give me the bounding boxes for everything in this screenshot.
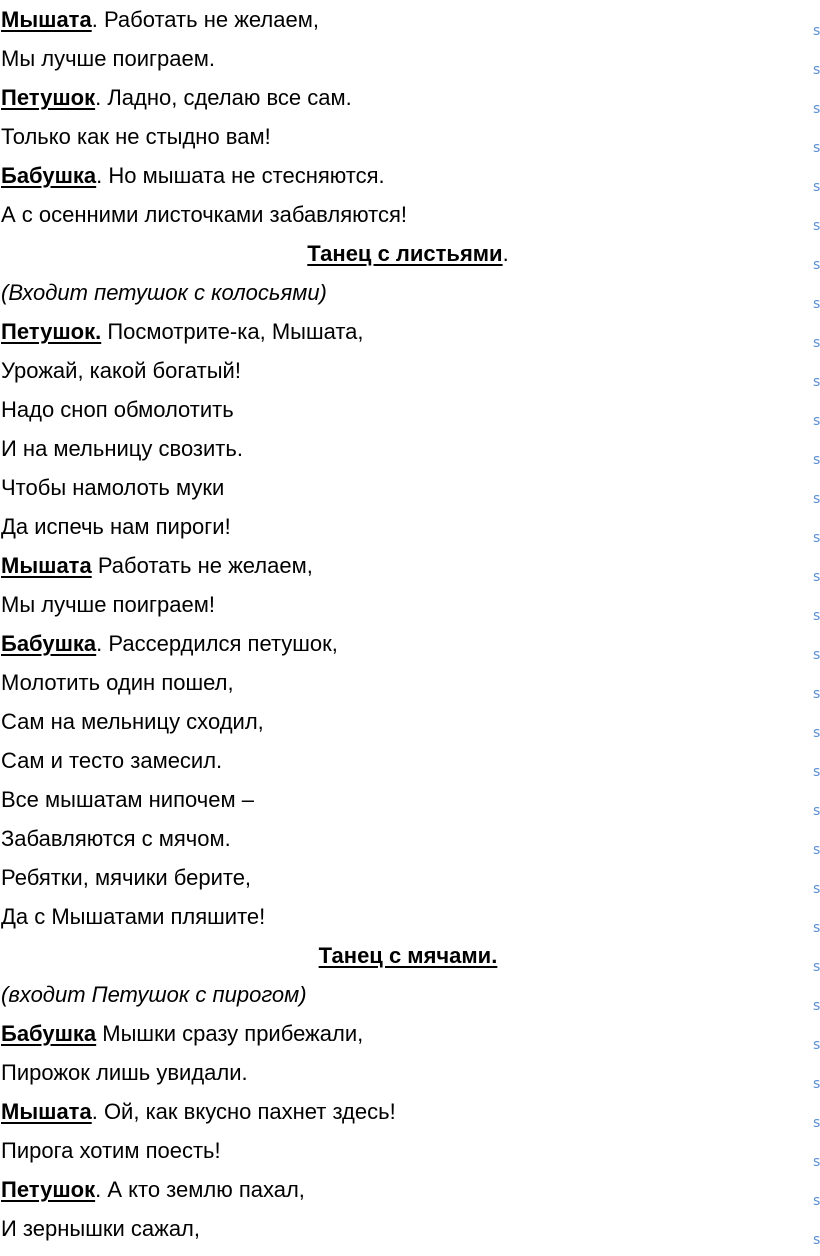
edge-mark: s	[813, 374, 820, 390]
line-text: Чтобы намолоть муки	[1, 475, 225, 500]
edge-mark: s	[813, 1076, 820, 1092]
edge-mark: s	[813, 998, 820, 1014]
script-line	[1, 704, 264, 740]
script-line	[1, 743, 222, 779]
line-text: Но мышата не стесняются.	[102, 163, 385, 188]
edge-mark: s	[813, 101, 820, 117]
edge-mark: s	[813, 296, 820, 312]
script-line	[1, 1016, 363, 1052]
stage-direction	[1, 275, 327, 311]
section-title	[0, 938, 816, 974]
line-text: Мышки сразу прибежали,	[96, 1021, 364, 1046]
edge-mark: s	[813, 1232, 820, 1248]
edge-mark: s	[813, 413, 820, 429]
speaker-name: Мышата	[1, 553, 92, 578]
script-line	[1, 197, 407, 233]
stage-direction-text: (Входит петушок с колосьями)	[1, 280, 327, 305]
line-text: Только как не стыдно вам!	[1, 124, 271, 149]
line-text: Сам на мельницу сходил,	[1, 709, 264, 734]
edge-mark: s	[813, 647, 820, 663]
script-line	[1, 158, 385, 194]
line-text: Мы лучше поиграем!	[1, 592, 215, 617]
line-text: Да испечь нам пироги!	[1, 514, 231, 539]
speaker-separator: .	[91, 1099, 98, 1124]
script-line	[1, 392, 234, 428]
script-line	[1, 119, 271, 155]
speaker-name: Петушок.	[1, 319, 102, 344]
speaker-separator: .	[95, 85, 102, 110]
section-title	[0, 236, 816, 272]
script-line	[1, 899, 265, 935]
edge-mark: s	[813, 491, 820, 507]
line-text: Пирожок лишь увидали.	[1, 1060, 248, 1085]
speaker-name: Бабушка	[1, 163, 97, 188]
line-text: Урожай, какой богатый!	[1, 358, 241, 383]
line-text: А с осенними листочками забавляются!	[1, 202, 407, 227]
script-line	[1, 80, 352, 116]
speaker-separator: .	[96, 631, 103, 656]
script-line	[1, 548, 313, 584]
script-line	[1, 626, 338, 662]
script-line	[1, 1055, 248, 1091]
speaker-name: Петушок	[1, 1177, 96, 1202]
edge-mark: s	[813, 569, 820, 585]
line-text: Молотить один пошел,	[1, 670, 234, 695]
script-line	[1, 587, 215, 623]
edge-mark: s	[813, 842, 820, 858]
script-line	[1, 431, 243, 467]
line-text: Работать не желаем,	[97, 7, 319, 32]
script-line	[1, 353, 241, 389]
edge-mark: s	[813, 725, 820, 741]
edge-mark: s	[813, 257, 820, 273]
line-text: Посмотрите-ка, Мышата,	[101, 319, 364, 344]
speaker-separator: .	[91, 7, 98, 32]
script-line	[1, 314, 364, 350]
edge-mark: s	[813, 881, 820, 897]
edge-mark: s	[813, 686, 820, 702]
edge-mark: s	[813, 920, 820, 936]
edge-mark: s	[813, 1154, 820, 1170]
script-line	[1, 1172, 305, 1208]
line-text: Надо сноп обмолотить	[1, 397, 234, 422]
line-text: А кто землю пахал,	[101, 1177, 305, 1202]
script-line	[1, 1211, 200, 1247]
script-line	[1, 1094, 396, 1130]
line-text: Мы лучше поиграем.	[1, 46, 215, 71]
edge-mark: s	[813, 764, 820, 780]
line-text: Ладно, сделаю все сам.	[101, 85, 352, 110]
speaker-name: Мышата	[1, 1099, 92, 1124]
speaker-name: Бабушка	[1, 1021, 97, 1046]
edge-mark: s	[813, 1037, 820, 1053]
line-text: Забавляются с мячом.	[1, 826, 231, 851]
stage-direction	[1, 977, 307, 1013]
line-text: Ой, как вкусно пахнет здесь!	[97, 1099, 396, 1124]
edge-mark: s	[813, 62, 820, 78]
line-text: И зернышки сажал,	[1, 1216, 201, 1241]
line-text: Рассердился петушок,	[102, 631, 338, 656]
script-line	[1, 509, 231, 545]
speaker-name: Мышата	[1, 7, 92, 32]
speaker-separator: .	[96, 163, 103, 188]
edge-mark: s	[813, 23, 820, 39]
script-line	[1, 470, 224, 506]
script-line	[1, 665, 234, 701]
edge-mark: s	[813, 452, 820, 468]
section-title-text: Танец с листьями	[307, 241, 503, 266]
script-line	[1, 1133, 221, 1169]
speaker-name: Бабушка	[1, 631, 97, 656]
edge-mark: s	[813, 1115, 820, 1131]
line-text: Ребятки, мячики берите,	[1, 865, 252, 890]
edge-mark: s	[813, 608, 820, 624]
line-text: Пирога хотим поесть!	[1, 1138, 221, 1163]
line-text: Все мышатам нипочем –	[1, 787, 254, 812]
line-text: Да с Мышатами пляшите!	[1, 904, 266, 929]
edge-mark: s	[813, 530, 820, 546]
line-text: Сам и тесто замесил.	[1, 748, 223, 773]
edge-mark: s	[813, 218, 820, 234]
edge-mark: s	[813, 335, 820, 351]
line-text: Работать не желаем,	[91, 553, 313, 578]
script-line	[1, 821, 231, 857]
script-line	[1, 782, 254, 818]
edge-mark: s	[813, 803, 820, 819]
section-title-text: Танец с мячами.	[318, 943, 498, 968]
script-line	[1, 2, 319, 38]
speaker-separator: .	[95, 1177, 102, 1202]
right-edge-marks	[808, 0, 820, 1256]
edge-mark: s	[813, 179, 820, 195]
script-line	[1, 41, 215, 77]
line-text: И на мельницу свозить.	[1, 436, 243, 461]
script-line	[1, 860, 251, 896]
edge-mark: s	[813, 1193, 820, 1209]
edge-mark: s	[813, 959, 820, 975]
title-separator: .	[502, 241, 509, 266]
stage-direction-text: (входит Петушок с пирогом)	[1, 982, 307, 1007]
edge-mark: s	[813, 140, 820, 156]
speaker-name: Петушок	[1, 85, 96, 110]
